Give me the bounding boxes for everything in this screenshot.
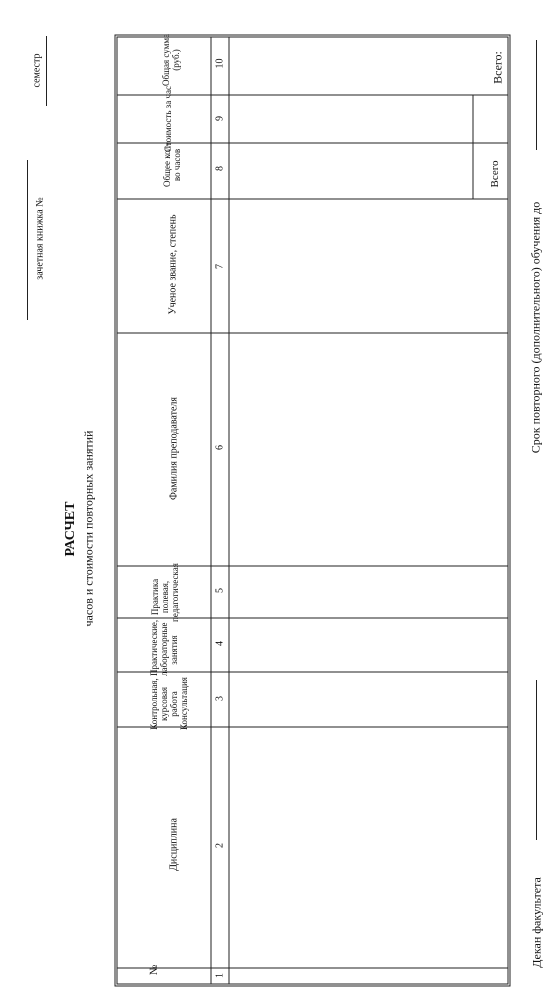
record-book-label: зачетная книжка №: [34, 197, 46, 280]
col-header-discipline: Дисциплина: [168, 818, 180, 871]
col-num-5: 5: [214, 588, 226, 593]
dean-signature-line: [536, 680, 537, 840]
col-num-8: 8: [214, 166, 226, 171]
col-num-7: 7: [214, 264, 226, 269]
page-title: РАСЧЕТ: [63, 501, 78, 557]
semester-line: [46, 36, 47, 106]
col-header-field-practice: Практика полевая, педагогическая: [150, 563, 180, 622]
col-header-total-hours: Общее кол-во часов: [162, 142, 182, 188]
total-hours-label: Всего: [489, 160, 501, 188]
dean-label: Декан факультета: [529, 877, 544, 968]
col-num-10: 10: [214, 58, 226, 69]
total-sum-label: Всего:: [490, 51, 505, 84]
col-header-total-sum: Общая сумма (руб.): [161, 34, 181, 86]
record-book-line: [27, 160, 28, 320]
page-subtitle: часов и стоимости повторных занятий: [81, 430, 96, 627]
col-num-6: 6: [214, 445, 226, 450]
col-num-2: 2: [214, 843, 226, 848]
col-header-coursework: Контрольная, курсовая работа Консультация: [149, 677, 189, 730]
term-line: [536, 40, 537, 150]
col-num-4: 4: [214, 641, 226, 646]
col-header-degree: Ученое звание, степень: [167, 214, 179, 315]
col-num-1: 1: [214, 973, 226, 978]
col-header-number: №: [148, 964, 160, 976]
semester-label: семестр: [31, 53, 43, 88]
term-label: Срок повторного (дополнительного) обучения до: [528, 201, 543, 454]
col-header-teacher: Фамилия преподавателя: [168, 397, 180, 501]
col-num-9: 9: [214, 116, 226, 121]
col-num-3: 3: [214, 696, 226, 701]
col-header-practicals: Практические, лабораторные занятия: [149, 619, 179, 676]
col-header-hour-cost: Стоимость за час: [163, 85, 173, 153]
